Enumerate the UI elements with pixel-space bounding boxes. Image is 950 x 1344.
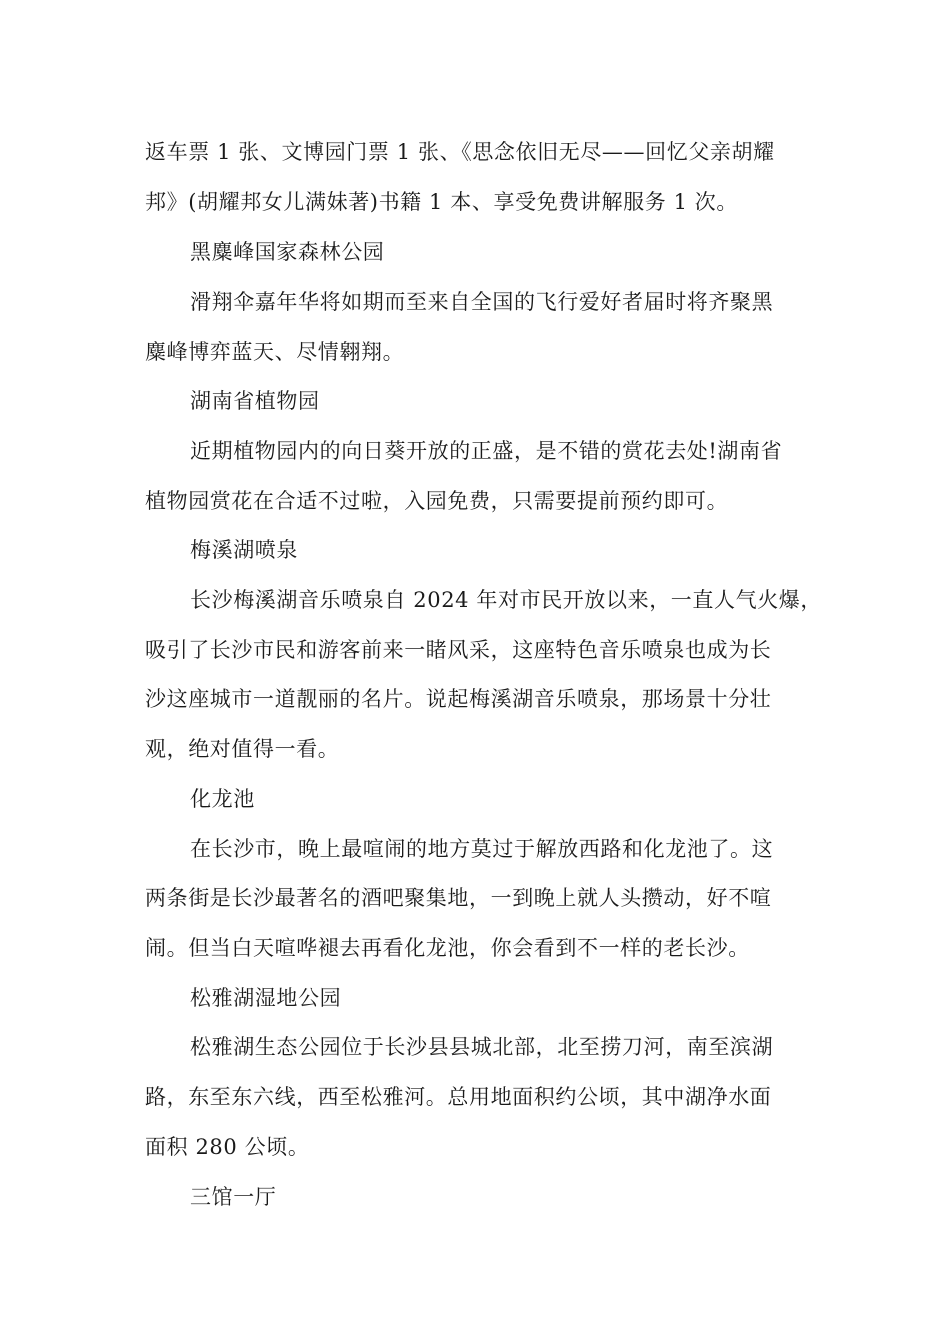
text-line: 观，绝对值得一看。	[145, 737, 340, 761]
text-line: 滑翔伞嘉年华将如期而至来自全国的飞行爱好者届时将齐聚黑	[190, 290, 774, 314]
text-line: 邦》(胡耀邦女儿满妹著)书籍 1 本、享受免费讲解服务 1 次。	[145, 190, 739, 214]
text-line: 路，东至东六线，西至松雅河。总用地面积约公顷，其中湖净水面	[145, 1085, 772, 1109]
text-line: 闹。但当白天喧哗褪去再看化龙池，你会看到不一样的老长沙。	[145, 936, 750, 960]
section-heading: 梅溪湖喷泉	[190, 538, 298, 562]
section-heading: 湖南省植物园	[190, 389, 320, 413]
section-heading: 松雅湖湿地公园	[190, 986, 342, 1010]
section-heading: 三馆一厅	[190, 1185, 277, 1209]
section-heading: 黑麋峰国家森林公园	[190, 240, 385, 264]
text-line: 植物园赏花在合适不过啦，入园免费，只需要提前预约即可。	[145, 489, 729, 513]
text-line: 麋峰博弈蓝天、尽情翱翔。	[145, 340, 405, 364]
text-line: 返车票 1 张、文博园门票 1 张、《思念依旧无尽——回忆父亲胡耀	[145, 140, 775, 164]
text-line: 长沙梅溪湖音乐喷泉自 2024 年对市民开放以来，一直人气火爆，	[190, 588, 822, 612]
section-heading: 化龙池	[190, 787, 255, 811]
text-line: 沙这座城市一道靓丽的名片。说起梅溪湖音乐喷泉，那场景十分壮	[145, 687, 772, 711]
text-line: 面积 280 公顷。	[145, 1135, 310, 1159]
text-line: 近期植物园内的向日葵开放的正盛，是不错的赏花去处!湖南省	[190, 439, 783, 463]
text-line: 两条街是长沙最著名的酒吧聚集地，一到晚上就人头攒动，好不喧	[145, 886, 772, 910]
text-line: 松雅湖生态公园位于长沙县县城北部，北至捞刀河，南至滨湖	[190, 1035, 774, 1059]
text-line: 吸引了长沙市民和游客前来一睹风采，这座特色音乐喷泉也成为长	[145, 638, 772, 662]
text-line: 在长沙市，晚上最喧闹的地方莫过于解放西路和化龙池了。这	[190, 837, 774, 861]
